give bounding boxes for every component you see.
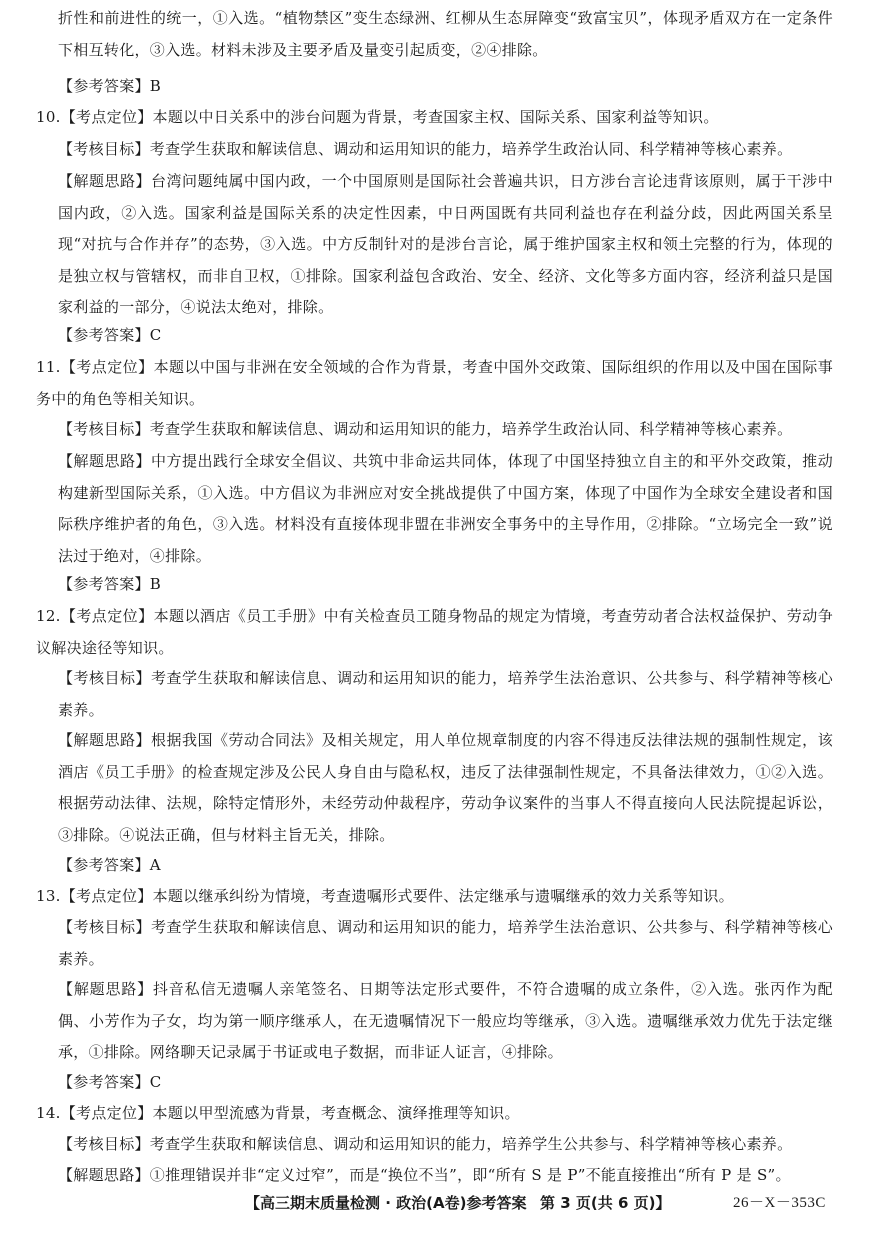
q11-analysis: 【解题思路】中方提出践行全球安全倡议、共筑中非命运共同体，体现了中国坚持独立自主的和平外交政策，推动构建新型国际关系，①入选。中方倡议为非洲应对安全挑战提供了中国方案，体现了中国作为全球安全建设者和国际秩序维护者的角色，③入选。材料没有直接体现非盟在非洲安全事务中的主导作用，②排除。“立场完全一致”说法过于绝对，④排除。: [58, 452, 833, 565]
q9-analysis-continued: 折性和前进性的统一，①入选。“植物禁区”变生态绿洲、红柳从生态屏障变“致富宝贝”，体现矛盾双方在一定条件下相互转化，③入选。材料未涉及主要矛盾及量变引起质变，②④排除。: [58, 9, 833, 59]
q11-answer: 【参考答案】B: [58, 575, 162, 593]
q13-analysis: 【解题思路】抖音私信无遗嘱人亲笔签名、日期等法定形式要件，不符合遗嘱的成立条件，②入选。张丙作为配偶、小芳作为子女，均为第一顺序继承人，在无遗嘱情况下一般应均等继承，③入选。遗嘱继承效力优先于法定继承，①排除。网络聊天记录属于书证或电子数据，而非证人证言，④排除。: [58, 980, 833, 1061]
q10-answer: 【参考答案】C: [58, 326, 162, 344]
footer-page-number: 第 3 页(共 6 页)】: [540, 1194, 671, 1212]
q13-objective: 【考核目标】考查学生获取和解读信息、调动和运用知识的能力，培养学生法治意识、公共参与、科学精神等核心素养。: [58, 918, 833, 968]
q14-analysis: 【解题思路】①推理错误并非“定义过窄”，而是“换位不当”，即“所有 S 是 P”不能直接推出“所有 P 是 S”。: [58, 1166, 791, 1184]
page-footer: [0, 1188, 870, 1218]
q12-analysis: 【解题思路】根据我国《劳动合同法》及相关规定，用人单位规章制度的内容不得违反法律法规的强制性规定，该酒店《员工手册》的检查规定涉及公民人身自由与隐私权，违反了法律强制性规定，不具备法律效力，①②入选。根据劳动法律、法规，除特定情形外，未经劳动仲裁程序，劳动争议案件的当事人不得直接向人民法院提起诉讼，③排除。④说法正确，但与材料主旨无关，排除。: [58, 731, 833, 844]
q14-objective: 【考核目标】考查学生获取和解读信息、调动和运用知识的能力，培养学生公共参与、科学精神等核心素养。: [58, 1135, 793, 1153]
footer-title: 【高三期末质量检测 · 政治(A卷)参考答案: [245, 1194, 527, 1212]
q10-topic: 10.【考点定位】本题以中日关系中的涉台问题为背景，考查国家主权、国际关系、国家利益等知识。: [36, 108, 719, 126]
q10-objective: 【考核目标】考查学生获取和解读信息、调动和运用知识的能力，培养学生政治认同、科学精神等核心素养。: [58, 140, 793, 158]
footer-doc-code: 26－X－353C: [733, 1195, 826, 1211]
q12-answer: 【参考答案】A: [58, 856, 161, 874]
q13-topic: 13.【考点定位】本题以继承纠纷为情境，考查遗嘱形式要件、法定继承与遗嘱继承的效力关系等知识。: [36, 887, 734, 905]
q12-objective: 【考核目标】考查学生获取和解读信息、调动和运用知识的能力，培养学生法治意识、公共参与、科学精神等核心素养。: [58, 669, 833, 719]
q14-topic: 14.【考点定位】本题以甲型流感为背景，考查概念、演绎推理等知识。: [36, 1104, 520, 1122]
q10-analysis: 【解题思路】台湾问题纯属中国内政，一个中国原则是国际社会普遍共识，日方涉台言论违背该原则，属于干涉中国内政，②入选。国家利益是国际关系的决定性因素，中日两国既有共同利益也存在利益分歧，因此两国关系呈现“对抗与合作并存”的态势，③入选。中方反制针对的是涉台言论，属于维护国家主权和领土完整的行为，体现的是独立权与管辖权，而非自卫权，①排除。国家利益包含政治、安全、经济、文化等多方面内容，经济利益只是国家利益的一部分，④说法太绝对，排除。: [58, 172, 833, 316]
q9-answer: 【参考答案】B: [58, 77, 162, 95]
q11-topic: 11.【考点定位】本题以中国与非洲在安全领域的合作为背景，考查中国外交政策、国际组织的作用以及中国在国际事务中的角色等相关知识。: [36, 358, 833, 408]
q12-topic: 12.【考点定位】本题以酒店《员工手册》中有关检查员工随身物品的规定为情境，考查劳动者合法权益保护、劳动争议解决途径等知识。: [36, 607, 833, 657]
q11-objective: 【考核目标】考查学生获取和解读信息、调动和运用知识的能力，培养学生政治认同、科学精神等核心素养。: [58, 420, 793, 438]
q13-answer: 【参考答案】C: [58, 1073, 162, 1091]
